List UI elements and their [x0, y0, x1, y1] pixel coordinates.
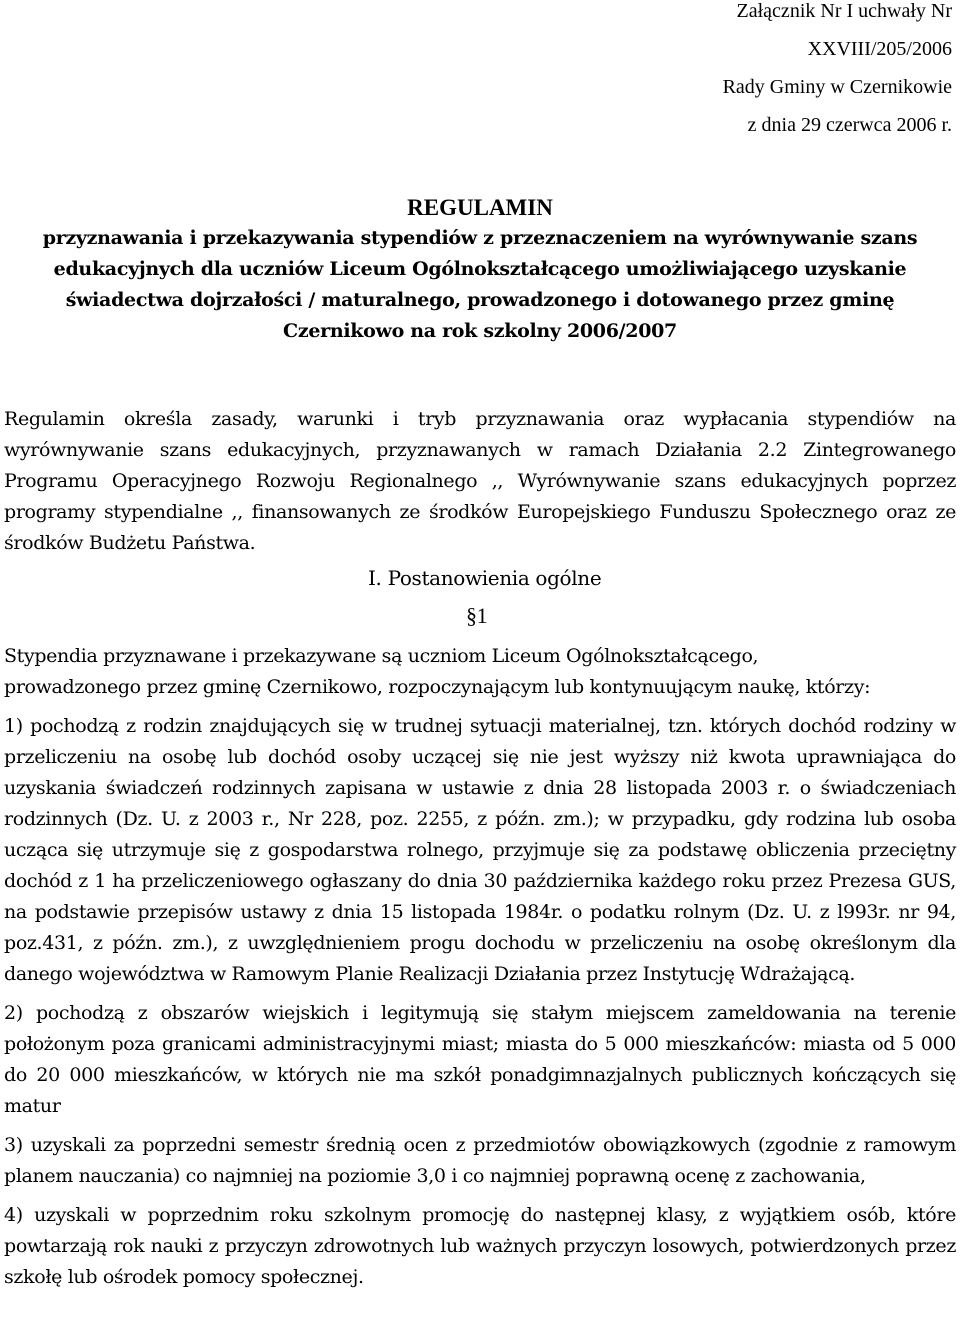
document-title	[0, 193, 960, 347]
annex-line-2: XXVIII/205/2006	[807, 38, 952, 60]
annex-header	[572, 0, 952, 144]
title-main: REGULAMIN	[407, 195, 553, 220]
title-line-4: Czernikowo na rok szkolny 2006/2007	[283, 320, 677, 342]
title-line-3: świadectwa dojrzałości / maturalnego, prowadzonego i dotowanego przez gminę	[65, 289, 895, 311]
annex-line-4: z dnia 29 czerwca 2006 r.	[747, 114, 952, 136]
list-item-1: 1) pochodzą z rodzin znajdujących się w trudnej sytuacji materialnej, tzn. których dochód rodziny w przeliczeniu na osobę lub dochód osoby uczącej się nie jest wyższy niż kwota uprawniająca do uzyskania świadczeń rodzinnych zapisana w ustawie z dnia 28 listopada 2003 r. o świadczeniach rodzinnych (Dz. U. z 2003 r., Nr 228, poz. 2255, z późn. zm.); w przypadku, gdy rodzina lub osoba ucząca się utrzymuje się z gospodarstwa rolnego, przyjmuje się za podstawę obliczenia przeciętny dochód z 1 ha przeliczeniowego ogłaszany do dnia 30 października każdego roku przez Prezesa GUS, na podstawie przepisów ustawy z dnia 15 listopada 1984r. o podatku rolnym (Dz. U. z l993r. nr 94, poz.431, z późn. zm.), z uwzględnieniem progu dochodu w przeliczeniu na osobę określonym dla danego województwa w Ramowym Planie Realizacji Działania przez Instytucję Wdrażającą.	[4, 715, 956, 985]
stipend-intro-line-1: Stypendia przyznawane i przekazywane są uczniom Liceum Ogólnokształcącego,	[4, 645, 759, 667]
document-body	[4, 404, 956, 1293]
list-item-3: 3) uzyskali za poprzedni semestr średnią ocen z przedmiotów obowiązkowych (zgodnie z ramowym planem nauczania) co najmniej na poziomie 3,0 i co najmniej poprawną ocenę z zachowania,	[4, 1134, 956, 1187]
paragraph-mark: §1	[466, 603, 488, 628]
annex-line-1: Załącznik Nr I uchwały Nr	[736, 0, 952, 22]
list-item-2: 2) pochodzą z obszarów wiejskich i legitymują się stałym miejscem zameldowania na terenie położonym poza granicami administracyjnymi miast; miasta do 5 000 mieszkańców: miasta od 5 000 do 20 000 mieszkańców, w których nie ma szkół ponadgimnazjalnych publicznych kończących się matur	[4, 1002, 956, 1117]
section-heading: I. Postanowienia ogólne	[368, 566, 602, 590]
list-item-4: 4) uzyskali w poprzednim roku szkolnym promocję do następnej klasy, z wyjątkiem osób, które powtarzają rok nauki z przyczyn zdrowotnych lub ważnych przyczyn losowych, potwierdzonych przez szkołę lub ośrodek pomocy społecznej.	[4, 1204, 956, 1288]
title-line-2: edukacyjnych dla uczniów Liceum Ogólnokształcącego umożliwiającego uzyskanie	[53, 258, 907, 280]
intro-paragraph: Regulamin określa zasady, warunki i tryb przyznawania oraz wypłacania stypendiów na wyrównywanie szans edukacyjnych, przyznawanych w ramach Działania 2.2 Zintegrowanego Programu Operacyjnego Rozwoju Regionalnego ,, Wyrównywanie szans edukacyjnych poprzez programy stypendialne ,, finansowanych ze środków Europejskiego Funduszu Społecznego oraz ze środków Budżetu Państwa.	[4, 408, 956, 554]
annex-line-3: Rady Gminy w Czernikowie	[722, 76, 952, 98]
stipend-intro-line-2: prowadzonego przez gminę Czernikowo, rozpoczynającym lub kontynuującym naukę, którzy:	[4, 676, 871, 698]
title-line-1: przyznawania i przekazywania stypendiów z przeznaczeniem na wyrównywanie szans	[42, 227, 918, 249]
